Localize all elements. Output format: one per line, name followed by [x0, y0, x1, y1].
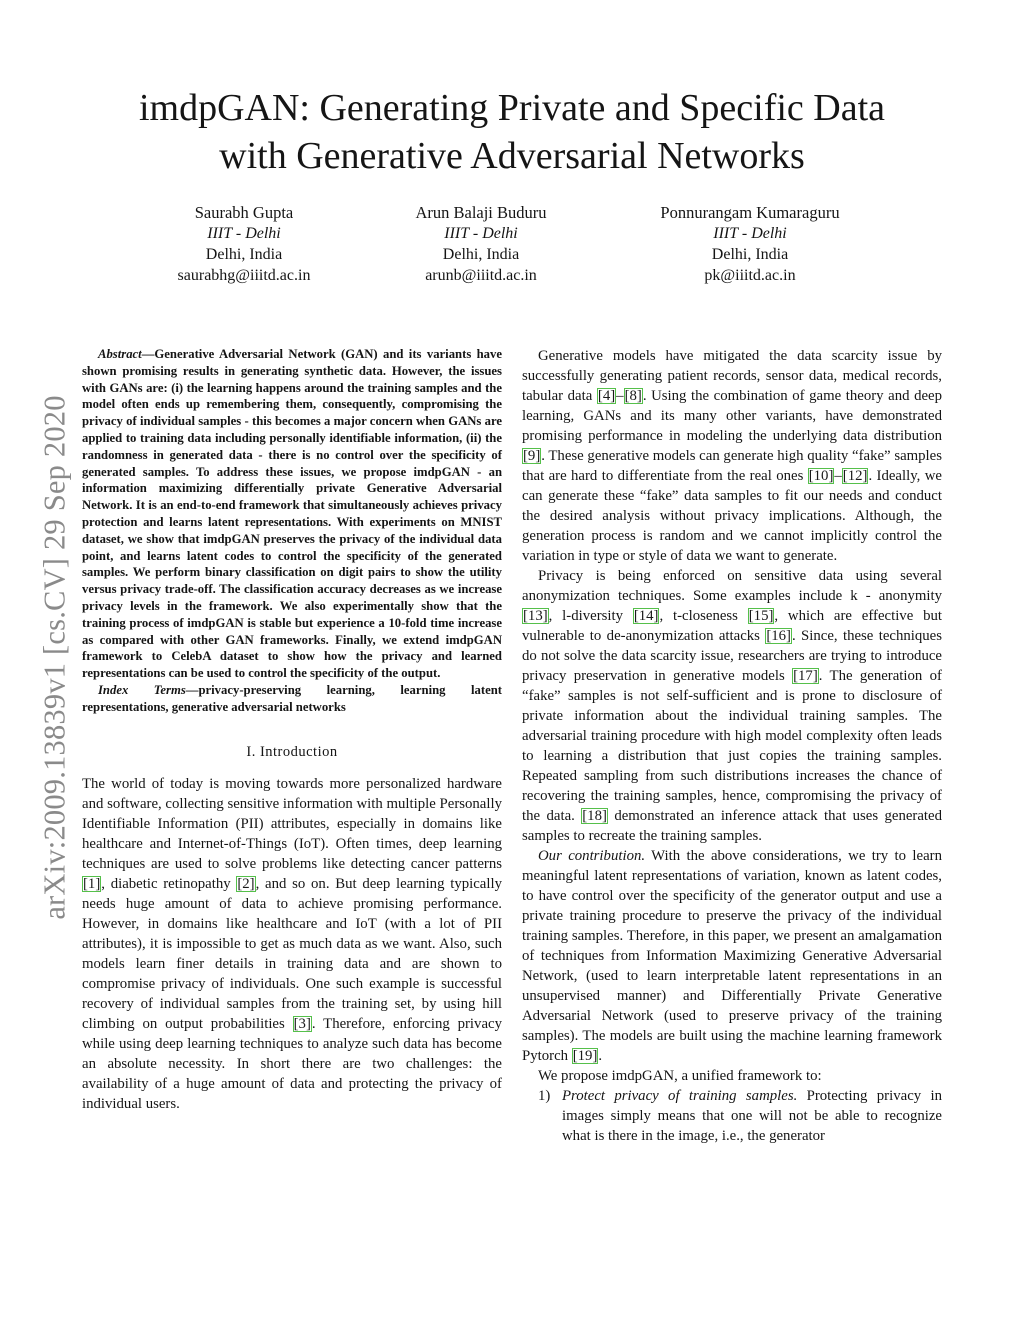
list-number: 1)	[538, 1088, 551, 1104]
text-run: . The generation of “fake” samples is not self-sufficient and is prone to disclosure of private information about the individual training samples. The adversarial training procedure with high model complexity often leads to learning a distribution that just copies the training samples. Repeated sampling from such distributions increases the chance of recovering the training samples, hence, compromising the privacy of the data.	[522, 668, 942, 824]
author-affiliation: IIIT - Delhi	[713, 225, 787, 242]
author-affiliation: IIIT - Delhi	[207, 225, 281, 242]
author-block-3	[620, 202, 880, 286]
paper-title	[60, 84, 964, 180]
text-run: . Therefore, enforcing privacy while using deep learning techniques to analyze such data has become an absolute necessity. In short there are two challenges: the availability of a huge amount of data and protecting the privacy of individual users.	[82, 1015, 502, 1112]
citation-link[interactable]: [2]	[237, 875, 255, 892]
text-run: . These generative models can generate high quality “fake” samples that are hard to differentiate from the real ones	[522, 448, 942, 484]
list-item	[522, 1086, 942, 1146]
list-text	[562, 1086, 942, 1146]
title-line-1: imdpGAN: Generating Private and Specific Data	[138, 87, 886, 129]
arxiv-identifier	[30, 350, 80, 965]
author-email: pk@iiitd.ac.in	[704, 267, 796, 284]
author-name: Saurabh Gupta	[194, 203, 294, 222]
abstract-text: —Generative Adversarial Network (GAN) and its variants have shown promising results in generating synthetic data. However, the issues with GANs are: (i) the learning happens around the training samples and the model often ends up remembering them, consequently, compromising the privacy of individual samples - this becomes a major concern when GANs are applied to training data including personally identifiable information, (ii) the randomness in generated data - there is no control over the specificity of generated samples. To address these issues, we propose imdpGAN - an information maximizing differentially private Generative Adversarial Network. It is an end-to-end framework that simultaneously achieves privacy protection and learns latent representations. With experiments on MNIST dataset, we show that imdpGAN preserves the privacy of the individual data point, and learns latent codes to control the specificity of the generated samples. We perform binary classification on digit pairs to show the utility versus privacy trade-off. The classification accuracy decreases as we increase privacy levels in the framework. We also experimentally show that the training process of imdpGAN is stable but experience a 10-fold time increase as compared with other GAN frameworks. Finally, we extend imdpGAN framework to CelebA dataset to show how the privacy and learned representations can be used to control the specificity of the output.	[82, 347, 502, 681]
right-column	[522, 346, 942, 1146]
author-name: Arun Balaji Buduru	[415, 203, 547, 222]
section-heading-introduction: I. Introduction	[246, 743, 338, 760]
paragraph-generative-models: Generative models have mitigated the data scarcity issue by successfully generating patient records, sensor data, medical records, tabular data [4]–[8]. Using the combination of game theory and deep learning, GANs and its many other variants, have demonstrated promising performance in modeling the underlying data distribution [9]. These generative models can generate high quality “fake” samples that are hard to differentiate from the real ones [10]–[12]. Ideally, we can generate these “fake” data samples to fit our needs and conduct the desired analysis without privacy implications. Although, the generation process is random and we cannot implicitly control the variation in type or style of data we want to generate.	[522, 348, 943, 564]
citation-link[interactable]: [12]	[842, 468, 868, 484]
citation-link[interactable]: [8]	[624, 388, 642, 404]
citation-link[interactable]: [15]	[748, 608, 774, 624]
author-location: Delhi, India	[711, 246, 789, 263]
citation-link[interactable]: [10]	[808, 468, 834, 484]
text-run: , which are effective but vulnerable to de-anonymization attacks	[522, 608, 942, 644]
left-column	[82, 346, 502, 1114]
paragraph-contribution	[522, 846, 942, 1066]
citation-link[interactable]: [4]	[597, 388, 616, 404]
author-block-2	[351, 202, 611, 286]
text-run: . Since, these techniques do not solve the data scarcity issue, researchers are trying to introduce privacy preservation in generative models	[522, 628, 942, 684]
title-line-2: with Generative Adversarial Networks	[219, 135, 805, 177]
author-block-1	[114, 202, 374, 286]
text-run: Protecting privacy in images simply means that one will not be able to recognize what is there in the image, i.e., the generator	[562, 1088, 943, 1144]
author-location: Delhi, India	[442, 246, 520, 263]
index-terms	[82, 682, 502, 716]
citation-link[interactable]: [9]	[523, 448, 541, 464]
arxiv-id-text: arXiv:2009.13839v1 [cs.CV] 29 Sep 2020	[37, 395, 72, 920]
citation-link[interactable]: [1]	[83, 875, 101, 892]
text-run: . Using the combination of game theory and deep learning, GANs and its many other variants, have demonstrated promising performance in modeling the underlying data distribution	[522, 388, 942, 444]
author-affiliation: IIIT - Delhi	[444, 225, 518, 242]
citation-link[interactable]: [19]	[572, 1048, 598, 1064]
author-location: Delhi, India	[205, 246, 283, 263]
list-item-label: Protect privacy of training samples.	[562, 1088, 798, 1104]
intro-paragraph	[82, 774, 502, 1114]
author-name: Ponnurangam Kumaraguru	[660, 203, 840, 222]
paragraph-propose: We propose imdpGAN, a unified framework to:	[538, 1068, 822, 1084]
citation-link[interactable]: [13]	[523, 608, 548, 624]
text-run: The world of today is moving towards more personalized hardware and software, collecting sensitive information with multiple Personally Identifiable Information (PII) attributes, especially in domains like healthcare and Internet-of-Things (IoT). Often times, deep learning techniques are used to solve problems like detecting cancer patterns	[82, 775, 502, 872]
citation-link[interactable]: [16]	[766, 628, 791, 644]
text-run: demonstrated an inference attack that uses generated samples to recreate the training samples.	[522, 808, 942, 844]
text-run: , and so on. But deep learning typically needs huge amount of data to achieve promising performance. However, in domains like healthcare and IoT (with a lot of PII attributes), it is impossible to get as much data as we want. Also, such models learn finer details in training data and are shown to compromise privacy of individuals. One such example is successful recovery of individual samples from the training set, by using hill climbing on output probabilities	[82, 875, 502, 1032]
citation-link[interactable]: [18]	[582, 808, 607, 824]
text-run: Privacy is being enforced on sensitive data using several anonymization techniques. Some examples include k - anonymity	[522, 568, 942, 604]
abstract	[82, 346, 502, 682]
citation-link[interactable]: [3]	[293, 1015, 311, 1032]
contribution-label: Our contribution.	[538, 848, 646, 864]
text-run: With the above considerations, we try to learn meaningful latent representations of variation, known as latent codes, to have control over the specificity of the generator output and use a private training procedure to preserve the privacy of the individual training samples. Therefore, in this paper, we present an amalgamation of techniques from Information Maximizing Generative Adversarial Network, (used to learn interpretable latent representations in an unsupervised manner) and Differentially Private Generative Adversarial Network (used to preserve privacy of the training samples). The models are built using the machine learning framework Pytorch	[522, 848, 942, 1064]
citation-link[interactable]: [17]	[793, 668, 818, 684]
abstract-label: Abstract	[98, 347, 142, 361]
text-run: , t-closeness	[659, 608, 748, 624]
index-terms-text: —privacy-preserving learning, learning latent representations, generative adversarial networks	[82, 682, 502, 714]
citation-link[interactable]: [14]	[633, 608, 659, 624]
author-email: saurabhg@iiitd.ac.in	[177, 267, 311, 284]
text-run: , l-diversity	[548, 608, 633, 624]
text-run: Generative models have mitigated the data scarcity issue by successfully generating patient records, sensor data, medical records, tabular data	[522, 348, 942, 404]
text-run: . Ideally, we can generate these “fake” data samples to fit our needs and conduct the desired analysis without privacy implications. Although, the generation process is random and we cannot implicitly control the variation in type or style of data we want to generate.	[522, 468, 943, 564]
paragraph-privacy	[522, 566, 942, 846]
author-email: arunb@iiitd.ac.in	[425, 267, 537, 284]
text-run: .	[598, 1048, 603, 1064]
index-terms-label: Index Terms	[98, 682, 186, 697]
text-run: , diabetic retinopathy	[101, 875, 237, 892]
